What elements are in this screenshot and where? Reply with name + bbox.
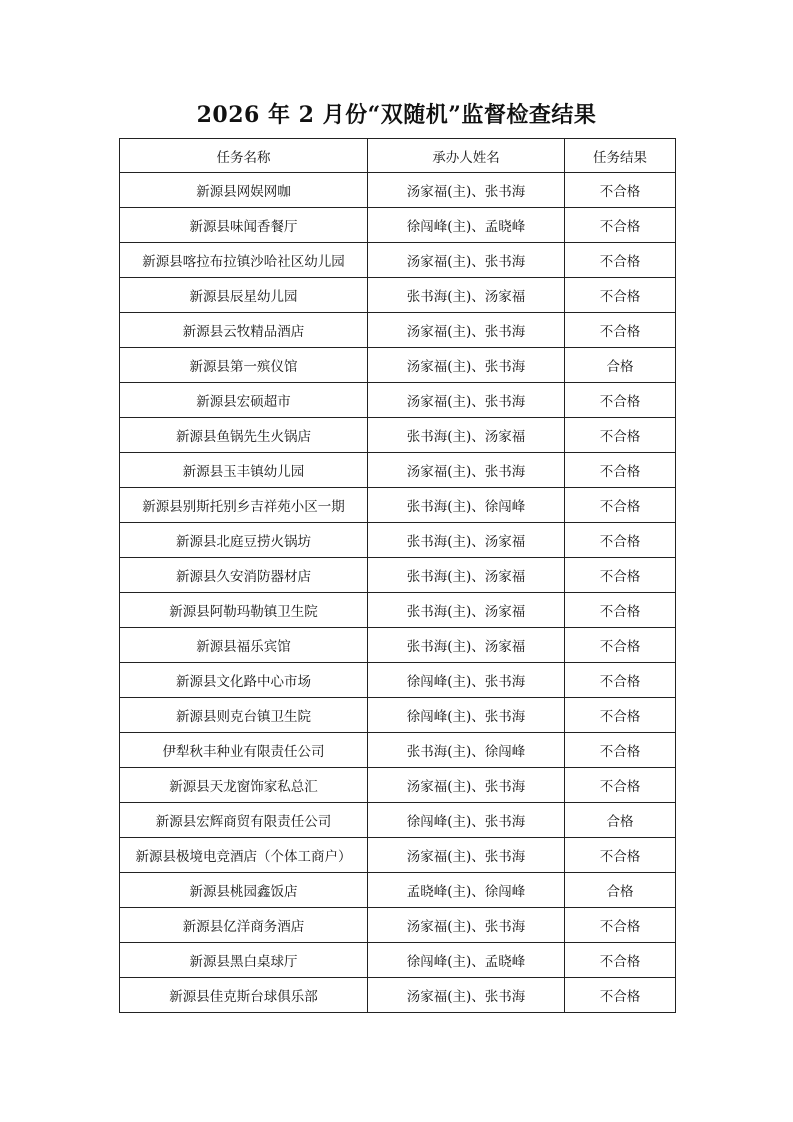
column-header-task-name: 任务名称 bbox=[120, 139, 368, 173]
table-row bbox=[120, 173, 676, 208]
table-row bbox=[120, 243, 676, 278]
task-name-cell: 新源县第一殡仪馆 bbox=[120, 348, 368, 383]
result-cell: 不合格 bbox=[565, 768, 676, 803]
table-row bbox=[120, 278, 676, 313]
task-name-cell: 新源县玉丰镇幼儿园 bbox=[120, 453, 368, 488]
result-cell: 不合格 bbox=[565, 628, 676, 663]
task-name-cell: 新源县辰星幼儿园 bbox=[120, 278, 368, 313]
table-row bbox=[120, 908, 676, 943]
task-name-cell: 新源县宏辉商贸有限责任公司 bbox=[120, 803, 368, 838]
result-cell: 不合格 bbox=[565, 488, 676, 523]
task-name-cell: 新源县云牧精品酒店 bbox=[120, 313, 368, 348]
table-row bbox=[120, 978, 676, 1013]
handler-cell: 孟晓峰(主)、徐闯峰 bbox=[368, 873, 565, 908]
handler-cell: 汤家福(主)、张书海 bbox=[368, 838, 565, 873]
handler-cell: 徐闯峰(主)、张书海 bbox=[368, 803, 565, 838]
handler-cell: 张书海(主)、汤家福 bbox=[368, 523, 565, 558]
table-row bbox=[120, 313, 676, 348]
result-cell: 不合格 bbox=[565, 838, 676, 873]
result-cell: 不合格 bbox=[565, 558, 676, 593]
handler-cell: 张书海(主)、徐闯峰 bbox=[368, 488, 565, 523]
table-row bbox=[120, 593, 676, 628]
table-row bbox=[120, 943, 676, 978]
task-name-cell: 新源县久安消防器材店 bbox=[120, 558, 368, 593]
task-name-cell: 新源县喀拉布拉镇沙哈社区幼儿园 bbox=[120, 243, 368, 278]
table-header-row bbox=[120, 139, 676, 173]
task-name-cell: 新源县文化路中心市场 bbox=[120, 663, 368, 698]
handler-cell: 汤家福(主)、张书海 bbox=[368, 383, 565, 418]
task-name-cell: 新源县别斯托别乡吉祥苑小区一期 bbox=[120, 488, 368, 523]
handler-cell: 张书海(主)、汤家福 bbox=[368, 628, 565, 663]
task-name-cell: 新源县极境电竞酒店（个体工商户） bbox=[120, 838, 368, 873]
task-name-cell: 新源县天龙窗饰家私总汇 bbox=[120, 768, 368, 803]
result-cell: 合格 bbox=[565, 873, 676, 908]
result-cell: 不合格 bbox=[565, 593, 676, 628]
handler-cell: 张书海(主)、徐闯峰 bbox=[368, 733, 565, 768]
task-name-cell: 新源县北庭豆捞火锅坊 bbox=[120, 523, 368, 558]
handler-cell: 徐闯峰(主)、孟晓峰 bbox=[368, 943, 565, 978]
table-row bbox=[120, 733, 676, 768]
task-name-cell: 新源县佳克斯台球俱乐部 bbox=[120, 978, 368, 1013]
handler-cell: 汤家福(主)、张书海 bbox=[368, 768, 565, 803]
column-header-task-result: 任务结果 bbox=[565, 139, 676, 173]
handler-cell: 汤家福(主)、张书海 bbox=[368, 453, 565, 488]
table-row bbox=[120, 418, 676, 453]
handler-cell: 张书海(主)、汤家福 bbox=[368, 418, 565, 453]
handler-cell: 张书海(主)、汤家福 bbox=[368, 278, 565, 313]
page-title: 2026 年 2 月份“双随机”监督检查结果 bbox=[196, 102, 597, 128]
task-name-cell: 新源县桃园鑫饭店 bbox=[120, 873, 368, 908]
task-name-cell: 新源县阿勒玛勒镇卫生院 bbox=[120, 593, 368, 628]
handler-cell: 汤家福(主)、张书海 bbox=[368, 243, 565, 278]
task-name-cell: 新源县亿洋商务酒店 bbox=[120, 908, 368, 943]
result-cell: 不合格 bbox=[565, 943, 676, 978]
task-name-cell: 新源县黑白桌球厅 bbox=[120, 943, 368, 978]
table-row bbox=[120, 838, 676, 873]
result-cell: 不合格 bbox=[565, 523, 676, 558]
handler-cell: 汤家福(主)、张书海 bbox=[368, 173, 565, 208]
result-cell: 不合格 bbox=[565, 698, 676, 733]
table-row bbox=[120, 768, 676, 803]
table-body bbox=[120, 173, 676, 1013]
result-cell: 不合格 bbox=[565, 908, 676, 943]
task-name-cell: 新源县网娱网咖 bbox=[120, 173, 368, 208]
handler-cell: 汤家福(主)、张书海 bbox=[368, 978, 565, 1013]
handler-cell: 徐闯峰(主)、张书海 bbox=[368, 663, 565, 698]
table-row bbox=[120, 348, 676, 383]
result-cell: 不合格 bbox=[565, 978, 676, 1013]
table-row bbox=[120, 663, 676, 698]
handler-cell: 汤家福(主)、张书海 bbox=[368, 348, 565, 383]
inspection-results-table bbox=[119, 138, 676, 1013]
handler-cell: 张书海(主)、汤家福 bbox=[368, 593, 565, 628]
handler-cell: 张书海(主)、汤家福 bbox=[368, 558, 565, 593]
task-name-cell: 新源县福乐宾馆 bbox=[120, 628, 368, 663]
table-row bbox=[120, 628, 676, 663]
task-name-cell: 新源县鱼锅先生火锅店 bbox=[120, 418, 368, 453]
result-cell: 合格 bbox=[565, 348, 676, 383]
table-row bbox=[120, 453, 676, 488]
result-cell: 不合格 bbox=[565, 173, 676, 208]
table-row bbox=[120, 208, 676, 243]
result-cell: 合格 bbox=[565, 803, 676, 838]
table-row bbox=[120, 488, 676, 523]
table-row bbox=[120, 558, 676, 593]
result-cell: 不合格 bbox=[565, 243, 676, 278]
task-name-cell: 新源县宏硕超市 bbox=[120, 383, 368, 418]
column-header-handler-name: 承办人姓名 bbox=[368, 139, 565, 173]
task-name-cell: 新源县味闻香餐厅 bbox=[120, 208, 368, 243]
handler-cell: 徐闯峰(主)、孟晓峰 bbox=[368, 208, 565, 243]
handler-cell: 汤家福(主)、张书海 bbox=[368, 313, 565, 348]
table-row bbox=[120, 873, 676, 908]
result-cell: 不合格 bbox=[565, 313, 676, 348]
result-cell: 不合格 bbox=[565, 418, 676, 453]
result-cell: 不合格 bbox=[565, 663, 676, 698]
result-cell: 不合格 bbox=[565, 383, 676, 418]
task-name-cell: 新源县则克台镇卫生院 bbox=[120, 698, 368, 733]
result-cell: 不合格 bbox=[565, 453, 676, 488]
result-cell: 不合格 bbox=[565, 278, 676, 313]
handler-cell: 徐闯峰(主)、张书海 bbox=[368, 698, 565, 733]
result-cell: 不合格 bbox=[565, 733, 676, 768]
table-row bbox=[120, 698, 676, 733]
table-row bbox=[120, 523, 676, 558]
handler-cell: 汤家福(主)、张书海 bbox=[368, 908, 565, 943]
result-cell: 不合格 bbox=[565, 208, 676, 243]
table-row bbox=[120, 383, 676, 418]
task-name-cell: 伊犁秋丰种业有限责任公司 bbox=[120, 733, 368, 768]
table-row bbox=[120, 803, 676, 838]
